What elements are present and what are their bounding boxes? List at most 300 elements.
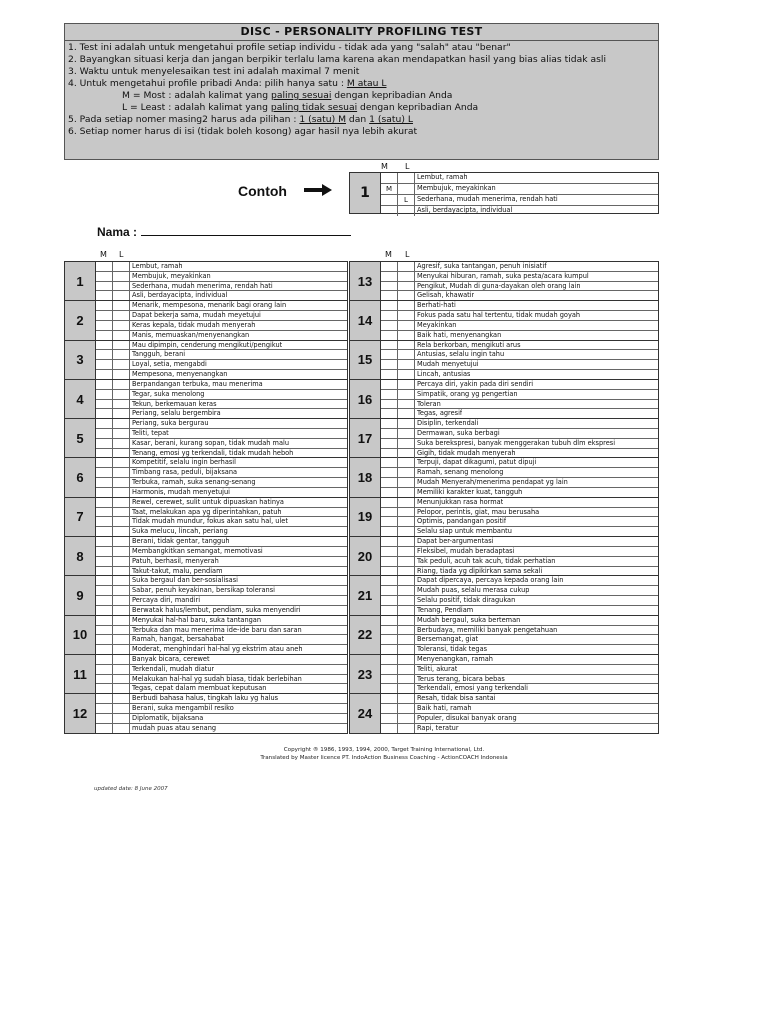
least-checkbox[interactable] bbox=[398, 576, 415, 585]
least-checkbox[interactable] bbox=[398, 586, 415, 595]
least-checkbox[interactable] bbox=[398, 626, 415, 635]
most-checkbox[interactable] bbox=[96, 458, 113, 467]
statement-row bbox=[381, 694, 658, 704]
statement-text: Meyakinkan bbox=[417, 320, 457, 329]
name-input-line[interactable] bbox=[141, 225, 351, 236]
least-checkbox[interactable] bbox=[113, 468, 130, 477]
statement-text: Selalu positif, tidak diragukan bbox=[417, 596, 516, 605]
statement-text: Membujuk, meyakinkan bbox=[132, 271, 211, 280]
least-checkbox[interactable] bbox=[398, 449, 415, 458]
least-checkbox[interactable] bbox=[398, 527, 415, 536]
most-checkbox[interactable] bbox=[96, 635, 113, 644]
instruction-1: 1. Test ini adalah untuk mengetahui profile setiap individu - tidak ada yang "salah" atau "benar" bbox=[68, 42, 511, 53]
right-m-header: M bbox=[385, 250, 392, 259]
most-checkbox[interactable] bbox=[96, 537, 113, 546]
least-checkbox[interactable] bbox=[398, 262, 415, 271]
most-checkbox[interactable] bbox=[381, 606, 398, 615]
statement-row bbox=[381, 498, 658, 508]
instruction-4-text: 4. Untuk mengetahui profile pribadi Anda: pilih hanya satu : bbox=[68, 78, 347, 89]
statement-text: Populer, disukai banyak orang bbox=[417, 713, 517, 722]
statement-text: Ramah, senang menolong bbox=[417, 468, 504, 477]
least-checkbox[interactable] bbox=[113, 675, 130, 684]
least-checkbox[interactable] bbox=[113, 439, 130, 448]
most-checkbox[interactable] bbox=[381, 557, 398, 566]
least-checkbox[interactable] bbox=[113, 704, 130, 713]
most-checkbox[interactable] bbox=[96, 576, 113, 585]
statement-row bbox=[381, 370, 658, 379]
least-checkbox[interactable] bbox=[398, 429, 415, 438]
most-checkbox[interactable] bbox=[96, 360, 113, 369]
statement-row bbox=[381, 321, 658, 331]
statement-rows bbox=[96, 694, 347, 732]
least-checkbox[interactable] bbox=[113, 272, 130, 281]
statement-text: Mau dipimpin, cenderung mengikuti/pengikut bbox=[132, 340, 283, 349]
least-checkbox[interactable] bbox=[398, 419, 415, 428]
most-checkbox[interactable] bbox=[96, 429, 113, 438]
most-checkbox[interactable] bbox=[381, 360, 398, 369]
example-row bbox=[381, 206, 658, 216]
least-checkbox[interactable] bbox=[113, 409, 130, 418]
least-checkbox[interactable] bbox=[113, 537, 130, 546]
statement-text: Disiplin, terkendali bbox=[417, 419, 479, 428]
statement-text: Berani, tidak gentar, tangguh bbox=[132, 537, 230, 546]
most-checkbox[interactable] bbox=[96, 380, 113, 389]
statement-row bbox=[96, 694, 347, 704]
most-checkbox[interactable] bbox=[381, 311, 398, 320]
least-checkbox[interactable] bbox=[398, 537, 415, 546]
question-number: 6 bbox=[65, 458, 96, 496]
statement-row bbox=[381, 576, 658, 586]
most-checkbox[interactable] bbox=[381, 596, 398, 605]
least-checkbox[interactable] bbox=[398, 331, 415, 340]
least-checkbox[interactable] bbox=[113, 321, 130, 330]
least-checkbox[interactable] bbox=[398, 665, 415, 674]
most-checkbox[interactable] bbox=[381, 498, 398, 507]
most-checkbox[interactable] bbox=[381, 429, 398, 438]
least-checkbox[interactable] bbox=[113, 449, 130, 458]
least-checkbox[interactable] bbox=[398, 370, 415, 379]
statement-row bbox=[96, 458, 347, 468]
most-checkbox[interactable] bbox=[381, 684, 398, 693]
most-checkbox[interactable] bbox=[96, 655, 113, 664]
left-l-header: L bbox=[119, 250, 124, 259]
most-checkbox[interactable] bbox=[381, 645, 398, 654]
statement-row bbox=[381, 508, 658, 518]
least-checkbox[interactable] bbox=[113, 557, 130, 566]
least-checkbox[interactable] bbox=[113, 301, 130, 310]
question-number: 9 bbox=[65, 576, 96, 614]
statement-row bbox=[381, 341, 658, 351]
least-checkbox[interactable] bbox=[113, 635, 130, 644]
statement-row bbox=[96, 616, 347, 626]
most-checkbox[interactable] bbox=[96, 419, 113, 428]
least-checkbox[interactable] bbox=[398, 508, 415, 517]
most-checkbox[interactable] bbox=[381, 665, 398, 674]
most-checkbox[interactable] bbox=[96, 517, 113, 526]
example-most-cell bbox=[381, 195, 398, 205]
statement-row bbox=[96, 419, 347, 429]
question-group bbox=[64, 693, 348, 733]
statement-text: Keras kepala, tidak mudah menyerah bbox=[132, 320, 256, 329]
most-checkbox[interactable] bbox=[96, 331, 113, 340]
statement-rows bbox=[381, 380, 658, 418]
statement-row bbox=[96, 655, 347, 665]
least-checkbox[interactable] bbox=[398, 606, 415, 615]
most-checkbox[interactable] bbox=[96, 370, 113, 379]
statement-text: Moderat, menghindari hal-hal yg ekstrim atau aneh bbox=[132, 645, 303, 654]
statement-row bbox=[96, 262, 347, 272]
most-checkbox[interactable] bbox=[96, 272, 113, 281]
name-label: Nama : bbox=[97, 225, 138, 239]
most-checkbox[interactable] bbox=[381, 567, 398, 576]
least-checkbox[interactable] bbox=[398, 458, 415, 467]
most-checkbox[interactable] bbox=[381, 576, 398, 585]
statement-row bbox=[381, 272, 658, 282]
most-checkbox[interactable] bbox=[96, 311, 113, 320]
most-checkbox[interactable] bbox=[96, 321, 113, 330]
statement-row bbox=[96, 665, 347, 675]
least-checkbox[interactable] bbox=[113, 282, 130, 291]
statement-row bbox=[96, 321, 347, 331]
statement-row bbox=[96, 331, 347, 340]
most-checkbox[interactable] bbox=[381, 262, 398, 271]
least-checkbox[interactable] bbox=[113, 626, 130, 635]
least-checkbox[interactable] bbox=[113, 527, 130, 536]
least-checkbox[interactable] bbox=[113, 390, 130, 399]
statement-row bbox=[96, 370, 347, 379]
least-checkbox[interactable] bbox=[398, 439, 415, 448]
most-checkbox[interactable] bbox=[96, 714, 113, 723]
statement-row bbox=[381, 684, 658, 693]
most-checkbox[interactable] bbox=[381, 704, 398, 713]
least-checkbox[interactable] bbox=[113, 311, 130, 320]
most-checkbox[interactable] bbox=[381, 517, 398, 526]
least-checkbox[interactable] bbox=[398, 488, 415, 497]
least-checkbox[interactable] bbox=[398, 616, 415, 625]
statement-text: Menyenangkan, ramah bbox=[417, 654, 493, 663]
statement-rows bbox=[381, 694, 658, 732]
most-checkbox[interactable] bbox=[381, 675, 398, 684]
question-group bbox=[64, 615, 348, 655]
most-checkbox[interactable] bbox=[381, 380, 398, 389]
most-checkbox[interactable] bbox=[381, 537, 398, 546]
statement-text: Patuh, berhasil, menyerah bbox=[132, 556, 219, 565]
most-checkbox[interactable] bbox=[381, 400, 398, 409]
most-checkbox[interactable] bbox=[381, 301, 398, 310]
most-checkbox[interactable] bbox=[381, 341, 398, 350]
most-checkbox[interactable] bbox=[381, 488, 398, 497]
statement-row bbox=[96, 596, 347, 606]
least-checkbox[interactable] bbox=[398, 704, 415, 713]
statement-row bbox=[96, 360, 347, 370]
most-checkbox[interactable] bbox=[381, 370, 398, 379]
most-checkbox[interactable] bbox=[381, 724, 398, 733]
statement-rows bbox=[381, 458, 658, 496]
least-checkbox[interactable] bbox=[398, 567, 415, 576]
most-checkbox[interactable] bbox=[96, 616, 113, 625]
most-checkbox[interactable] bbox=[381, 655, 398, 664]
least-checkbox[interactable] bbox=[113, 576, 130, 585]
statement-row bbox=[381, 360, 658, 370]
instruction-3: 3. Waktu untuk menyelesaikan test ini adalah maximal 7 menit bbox=[68, 66, 360, 77]
statement-text: Terkendali, mudah diatur bbox=[132, 664, 215, 673]
most-checkbox[interactable] bbox=[96, 694, 113, 703]
least-checkbox[interactable] bbox=[113, 350, 130, 359]
least-checkbox[interactable] bbox=[398, 321, 415, 330]
least-checkbox[interactable] bbox=[113, 508, 130, 517]
most-checkbox[interactable] bbox=[96, 291, 113, 300]
most-checkbox[interactable] bbox=[381, 626, 398, 635]
least-checkbox[interactable] bbox=[113, 596, 130, 605]
least-checkbox[interactable] bbox=[398, 557, 415, 566]
least-checkbox[interactable] bbox=[113, 458, 130, 467]
least-checkbox[interactable] bbox=[398, 291, 415, 300]
statement-text: Teliti, akurat bbox=[417, 664, 458, 673]
statement-rows bbox=[381, 301, 658, 339]
most-checkbox[interactable] bbox=[381, 439, 398, 448]
statement-row bbox=[96, 400, 347, 410]
statement-row bbox=[381, 596, 658, 606]
statement-text: Mudah Menyerah/menerima pendapat yg lain bbox=[417, 478, 568, 487]
least-checkbox[interactable] bbox=[113, 498, 130, 507]
most-checkbox[interactable] bbox=[381, 586, 398, 595]
least-checkbox[interactable] bbox=[398, 311, 415, 320]
most-checkbox[interactable] bbox=[96, 409, 113, 418]
most-checkbox[interactable] bbox=[96, 684, 113, 693]
least-checkbox[interactable] bbox=[113, 645, 130, 654]
statement-row bbox=[96, 429, 347, 439]
statement-row bbox=[96, 498, 347, 508]
most-checkbox[interactable] bbox=[96, 557, 113, 566]
updated-date: updated date: 8 June 2007 bbox=[94, 786, 168, 792]
most-checkbox[interactable] bbox=[96, 498, 113, 507]
least-checkbox[interactable] bbox=[398, 409, 415, 418]
instruction-6: 6. Setiap nomer harus di isi (tidak boleh kosong) agar hasil nya lebih akurat bbox=[68, 126, 418, 137]
statement-rows bbox=[96, 301, 347, 339]
least-checkbox[interactable] bbox=[398, 675, 415, 684]
most-checkbox[interactable] bbox=[381, 635, 398, 644]
statement-row bbox=[96, 409, 347, 418]
most-checkbox[interactable] bbox=[96, 724, 113, 733]
statement-row bbox=[381, 429, 658, 439]
most-checkbox[interactable] bbox=[96, 341, 113, 350]
least-text: L = Least : adalah kalimat yang bbox=[122, 102, 271, 113]
least-checkbox[interactable] bbox=[398, 478, 415, 487]
least-checkbox[interactable] bbox=[113, 419, 130, 428]
most-checkbox[interactable] bbox=[96, 282, 113, 291]
least-checkbox[interactable] bbox=[113, 655, 130, 664]
name-field[interactable] bbox=[97, 225, 351, 239]
most-checkbox[interactable] bbox=[96, 468, 113, 477]
least-checkbox[interactable] bbox=[398, 694, 415, 703]
least-checkbox[interactable] bbox=[398, 635, 415, 644]
most-checkbox[interactable] bbox=[96, 704, 113, 713]
least-checkbox[interactable] bbox=[398, 350, 415, 359]
least-checkbox[interactable] bbox=[398, 282, 415, 291]
statement-row bbox=[381, 635, 658, 645]
most-checkbox[interactable] bbox=[96, 508, 113, 517]
statement-row bbox=[381, 331, 658, 340]
most-checkbox[interactable] bbox=[381, 527, 398, 536]
least-checkbox[interactable] bbox=[113, 341, 130, 350]
statement-text: Tegas, cepat dalam membuat keputusan bbox=[132, 684, 267, 693]
most-checkbox[interactable] bbox=[381, 508, 398, 517]
most-checkbox[interactable] bbox=[96, 400, 113, 409]
least-checkbox[interactable] bbox=[113, 331, 130, 340]
question-number: 11 bbox=[65, 655, 96, 693]
most-checkbox[interactable] bbox=[381, 458, 398, 467]
statement-rows bbox=[381, 262, 658, 300]
most-emphasis: paling sesuai bbox=[271, 90, 332, 101]
most-checkbox[interactable] bbox=[96, 567, 113, 576]
most-checkbox[interactable] bbox=[381, 291, 398, 300]
least-checkbox[interactable] bbox=[113, 291, 130, 300]
statement-row bbox=[96, 488, 347, 497]
least-checkbox[interactable] bbox=[113, 429, 130, 438]
most-checkbox[interactable] bbox=[381, 449, 398, 458]
statement-rows bbox=[381, 419, 658, 457]
question-number: 22 bbox=[350, 616, 381, 654]
least-checkbox[interactable] bbox=[113, 665, 130, 674]
least-checkbox[interactable] bbox=[113, 380, 130, 389]
least-checkbox[interactable] bbox=[113, 586, 130, 595]
least-checkbox[interactable] bbox=[113, 262, 130, 271]
least-checkbox[interactable] bbox=[113, 684, 130, 693]
least-checkbox[interactable] bbox=[113, 547, 130, 556]
least-checkbox[interactable] bbox=[398, 655, 415, 664]
statement-text: Tidak mudah mundur, fokus akan satu hal, ulet bbox=[132, 517, 288, 526]
least-checkbox[interactable] bbox=[398, 380, 415, 389]
question-number: 8 bbox=[65, 537, 96, 575]
example-row bbox=[381, 173, 658, 184]
least-checkbox[interactable] bbox=[398, 341, 415, 350]
most-checkbox[interactable] bbox=[96, 449, 113, 458]
least-checkbox[interactable] bbox=[398, 400, 415, 409]
right-l-header: L bbox=[405, 250, 410, 259]
least-checkbox[interactable] bbox=[398, 724, 415, 733]
arrow-right-icon bbox=[304, 184, 332, 196]
most-checkbox[interactable] bbox=[96, 606, 113, 615]
least-checkbox[interactable] bbox=[113, 567, 130, 576]
most-checkbox[interactable] bbox=[96, 547, 113, 556]
statement-row bbox=[96, 380, 347, 390]
most-checkbox[interactable] bbox=[96, 301, 113, 310]
instruction-4 bbox=[68, 78, 655, 90]
statement-row bbox=[96, 606, 347, 615]
most-checkbox[interactable] bbox=[96, 439, 113, 448]
least-checkbox[interactable] bbox=[113, 606, 130, 615]
example-statement: Asli, berdayacipta, individual bbox=[417, 206, 513, 214]
statement-row bbox=[381, 409, 658, 418]
least-checkbox[interactable] bbox=[113, 517, 130, 526]
page-title: DISC - PERSONALITY PROFILING TEST bbox=[65, 24, 658, 41]
least-checkbox[interactable] bbox=[113, 694, 130, 703]
most-checkbox[interactable] bbox=[381, 390, 398, 399]
least-checkbox[interactable] bbox=[398, 498, 415, 507]
most-checkbox[interactable] bbox=[96, 390, 113, 399]
statement-rows bbox=[96, 341, 347, 379]
least-checkbox[interactable] bbox=[113, 714, 130, 723]
least-checkbox[interactable] bbox=[398, 360, 415, 369]
statement-text: Resah, tidak bisa santai bbox=[417, 694, 496, 703]
question-number: 7 bbox=[65, 498, 96, 536]
least-checkbox[interactable] bbox=[113, 400, 130, 409]
instruction-most bbox=[68, 90, 655, 102]
instruction-5-l: 1 (satu) L bbox=[369, 114, 413, 125]
most-checkbox[interactable] bbox=[96, 665, 113, 674]
copyright-line-2: Translated by Master licence PT. IndoAction Business Coaching - ActionCOACH Indonesia bbox=[260, 755, 508, 761]
most-checkbox[interactable] bbox=[381, 419, 398, 428]
question-number: 15 bbox=[350, 341, 381, 379]
most-checkbox[interactable] bbox=[96, 596, 113, 605]
statement-text: Terus terang, bicara bebas bbox=[417, 674, 505, 683]
least-checkbox[interactable] bbox=[398, 390, 415, 399]
least-checkbox[interactable] bbox=[398, 714, 415, 723]
most-checkbox[interactable] bbox=[381, 409, 398, 418]
least-checkbox[interactable] bbox=[398, 547, 415, 556]
statement-text: Melakukan hal-hal yg sudah biasa, tidak berlebihan bbox=[132, 674, 302, 683]
question-number: 12 bbox=[65, 694, 96, 732]
least-checkbox[interactable] bbox=[398, 301, 415, 310]
least-checkbox[interactable] bbox=[398, 684, 415, 693]
most-checkbox[interactable] bbox=[96, 350, 113, 359]
statement-text: Diplomatik, bijaksana bbox=[132, 713, 204, 722]
most-checkbox[interactable] bbox=[381, 694, 398, 703]
least-checkbox[interactable] bbox=[398, 596, 415, 605]
most-checkbox[interactable] bbox=[96, 527, 113, 536]
most-checkbox[interactable] bbox=[381, 282, 398, 291]
least-checkbox[interactable] bbox=[113, 488, 130, 497]
least-checkbox[interactable] bbox=[398, 645, 415, 654]
question-group bbox=[64, 536, 348, 576]
most-checkbox[interactable] bbox=[381, 714, 398, 723]
most-checkbox[interactable] bbox=[96, 262, 113, 271]
least-checkbox[interactable] bbox=[113, 478, 130, 487]
most-checkbox[interactable] bbox=[381, 468, 398, 477]
least-checkbox[interactable] bbox=[113, 360, 130, 369]
most-checkbox[interactable] bbox=[381, 321, 398, 330]
least-checkbox[interactable] bbox=[113, 370, 130, 379]
least-checkbox[interactable] bbox=[398, 517, 415, 526]
least-checkbox[interactable] bbox=[398, 468, 415, 477]
most-checkbox[interactable] bbox=[381, 547, 398, 556]
statement-row bbox=[96, 567, 347, 576]
most-checkbox[interactable] bbox=[381, 478, 398, 487]
least-checkbox[interactable] bbox=[113, 724, 130, 733]
most-checkbox[interactable] bbox=[96, 626, 113, 635]
most-checkbox[interactable] bbox=[96, 488, 113, 497]
most-checkbox[interactable] bbox=[96, 675, 113, 684]
most-checkbox[interactable] bbox=[381, 331, 398, 340]
most-checkbox[interactable] bbox=[96, 645, 113, 654]
most-checkbox[interactable] bbox=[381, 350, 398, 359]
example-least-cell bbox=[398, 173, 415, 183]
most-checkbox[interactable] bbox=[381, 616, 398, 625]
statement-text: Berani, suka mengambil resiko bbox=[132, 704, 234, 713]
statement-row bbox=[381, 527, 658, 536]
most-checkbox[interactable] bbox=[96, 478, 113, 487]
most-checkbox[interactable] bbox=[381, 272, 398, 281]
statement-text: Simpatik, orang yg pengertian bbox=[417, 389, 518, 398]
statement-rows bbox=[96, 419, 347, 457]
statement-row bbox=[96, 527, 347, 536]
question-group bbox=[349, 300, 659, 340]
least-checkbox[interactable] bbox=[113, 616, 130, 625]
question-number: 10 bbox=[65, 616, 96, 654]
question-column-right bbox=[349, 262, 659, 734]
most-checkbox[interactable] bbox=[96, 586, 113, 595]
least-checkbox[interactable] bbox=[398, 272, 415, 281]
